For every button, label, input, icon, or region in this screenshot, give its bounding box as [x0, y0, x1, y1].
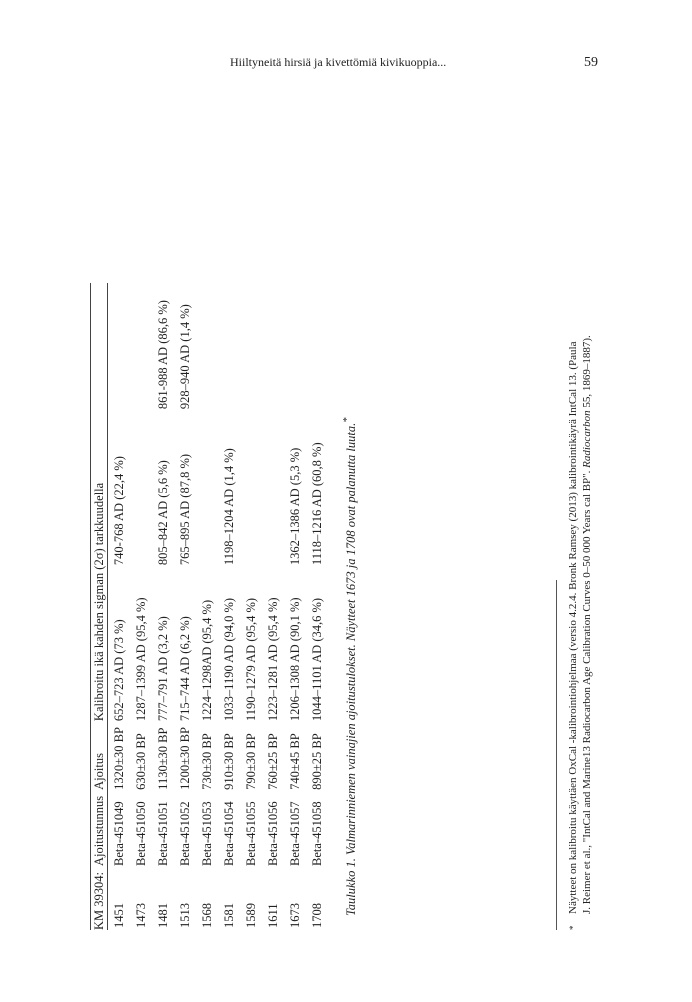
- footnote-journal: Radiocarbon: [581, 410, 593, 468]
- table-cell: Beta-451058: [310, 801, 324, 866]
- table-cell: 715–744 AD (6,2 %): [178, 616, 192, 722]
- table-header: Kalibroitu ikä kahden sigman (2σ) tarkkuudella: [92, 482, 106, 722]
- table-cell: 1200±30 BP: [178, 727, 192, 790]
- table-header: Ajoitustunnus: [92, 795, 106, 866]
- table-cell: Beta-451051: [156, 801, 170, 866]
- table-row: [262, 283, 284, 930]
- table-cell: 1451: [112, 903, 126, 928]
- table-header: KM 39304:: [92, 872, 106, 930]
- table-cell: 1362–1386 AD (5,3 %): [288, 447, 302, 566]
- table-cell: 790±30 BP: [244, 733, 258, 790]
- table-row: [240, 283, 262, 930]
- table-cell: [130, 409, 152, 565]
- table-row: [108, 283, 131, 930]
- table-cell: 1198–1204 AD (1,4 %): [222, 448, 236, 566]
- table-cell: 1581: [222, 903, 236, 928]
- table-cell: Beta-451054: [222, 801, 236, 866]
- footnote-mark: *: [568, 925, 578, 930]
- table-row: [218, 283, 240, 930]
- table-row: [306, 283, 328, 930]
- table-cell: 730±30 BP: [200, 733, 214, 790]
- table-cell: Beta-451055: [244, 801, 258, 866]
- table-row: [284, 283, 306, 930]
- table-cell: [240, 283, 262, 409]
- table-cell: 890±25 BP: [310, 733, 324, 790]
- table-cell: 1473: [134, 903, 148, 928]
- table-cell: 1130±30 BP: [156, 727, 170, 790]
- table-cell: 630±30 BP: [134, 733, 148, 790]
- table-caption: [342, 418, 359, 916]
- table-cell: 652–723 AD (73 %): [112, 619, 126, 722]
- caption-text: Taulukko 1. Valmarinniemen vainajien ajoitustulokset. Näytteet 1673 ja 1708 ovat palanutta luuta.: [344, 422, 359, 916]
- table-cell: Beta-451052: [178, 801, 192, 866]
- table-cell: Beta-451056: [266, 801, 280, 866]
- table-cell: 1287–1399 AD (95,4 %): [134, 597, 148, 722]
- table-cell: 1224–1298AD (95,4 %): [200, 599, 214, 722]
- table-cell: [196, 283, 218, 409]
- table-cell: [262, 409, 284, 565]
- table-row: [196, 283, 218, 930]
- rotated-content: [90, 250, 600, 930]
- table-body: [108, 283, 329, 930]
- table-cell: 1589: [244, 903, 258, 928]
- table-header: Ajoitus: [92, 753, 106, 790]
- page-number: 59: [584, 55, 598, 70]
- table-cell: [108, 283, 131, 409]
- table-cell: [130, 283, 152, 409]
- table-cell: 1513: [178, 903, 192, 928]
- table-row: [130, 283, 152, 930]
- footnote-line-2-end: 55, 1869–1887).: [581, 335, 593, 411]
- table-cell: 760±25 BP: [266, 733, 280, 790]
- table-cell: 1673: [288, 903, 302, 928]
- table-cell: Beta-451057: [288, 801, 302, 866]
- dating-table: [90, 250, 328, 930]
- table-cell: [196, 409, 218, 565]
- table-cell: 740±45 BP: [288, 733, 302, 790]
- table-row: [152, 283, 174, 930]
- footnote-line-2-text: J. Reimer et al., "IntCal and Marine13 Radiocarbon Age Calibration Curves 0–50 000 Years cal BP".: [581, 467, 593, 914]
- table-cell: [218, 283, 240, 409]
- table-cell: 1481: [156, 903, 170, 928]
- table-cell: 1206–1308 AD (90,1 %): [288, 597, 302, 722]
- table-cell: 1568: [200, 903, 214, 928]
- table-cell: 805–842 AD (5,6 %): [156, 460, 170, 566]
- running-title: Hiiltyneitä hirsiä ja kivettömiä kivikuoppia...: [230, 55, 447, 69]
- footnote-rule: [556, 580, 557, 930]
- table-cell: 928–940 AD (1,4 %): [178, 304, 192, 410]
- footnote-line-1: Näytteet on kalibroitu käyttäen OxCal -kalibrointiohjelmaa (versio 4.2.4. Bronk Ramsey (2013) kalibrointikäyrä IntCal 13. (Paula: [567, 341, 579, 914]
- table-cell: Beta-451049: [112, 801, 126, 866]
- table-cell: 1044–1101 AD (34,6 %): [310, 597, 324, 722]
- table-row: [174, 283, 196, 930]
- table-cell: 1708: [310, 903, 324, 928]
- caption-footnote-mark: *: [342, 417, 353, 423]
- table-cell: [240, 409, 262, 565]
- table-cell: 777–791 AD (3,2 %): [156, 616, 170, 722]
- table-cell: [284, 283, 306, 409]
- table-cell: 1223–1281 AD (95,4 %): [266, 597, 280, 722]
- table-cell: 1320±30 BP: [112, 727, 126, 790]
- footnote-line-2: [580, 335, 594, 914]
- table-cell: 740-768 AD (22,4 %): [112, 456, 126, 566]
- table-cell: 1190–1279 AD (95,4 %): [244, 597, 258, 722]
- table-cell: Beta-451053: [200, 801, 214, 866]
- page-header: [0, 55, 692, 75]
- table-cell: 861-988 AD (86,6 %): [156, 300, 170, 410]
- table-header-row: [91, 283, 108, 930]
- table-cell: 1611: [266, 903, 280, 928]
- table-cell: [262, 283, 284, 409]
- table-cell: Beta-451050: [134, 801, 148, 866]
- table-cell: 1033–1190 AD (94,0 %): [222, 597, 236, 722]
- table-cell: 1118–1216 AD (60,8 %): [310, 442, 324, 566]
- table-cell: 765–895 AD (87,8 %): [178, 453, 192, 566]
- table-cell: 910±30 BP: [222, 733, 236, 790]
- table-cell: [306, 283, 328, 409]
